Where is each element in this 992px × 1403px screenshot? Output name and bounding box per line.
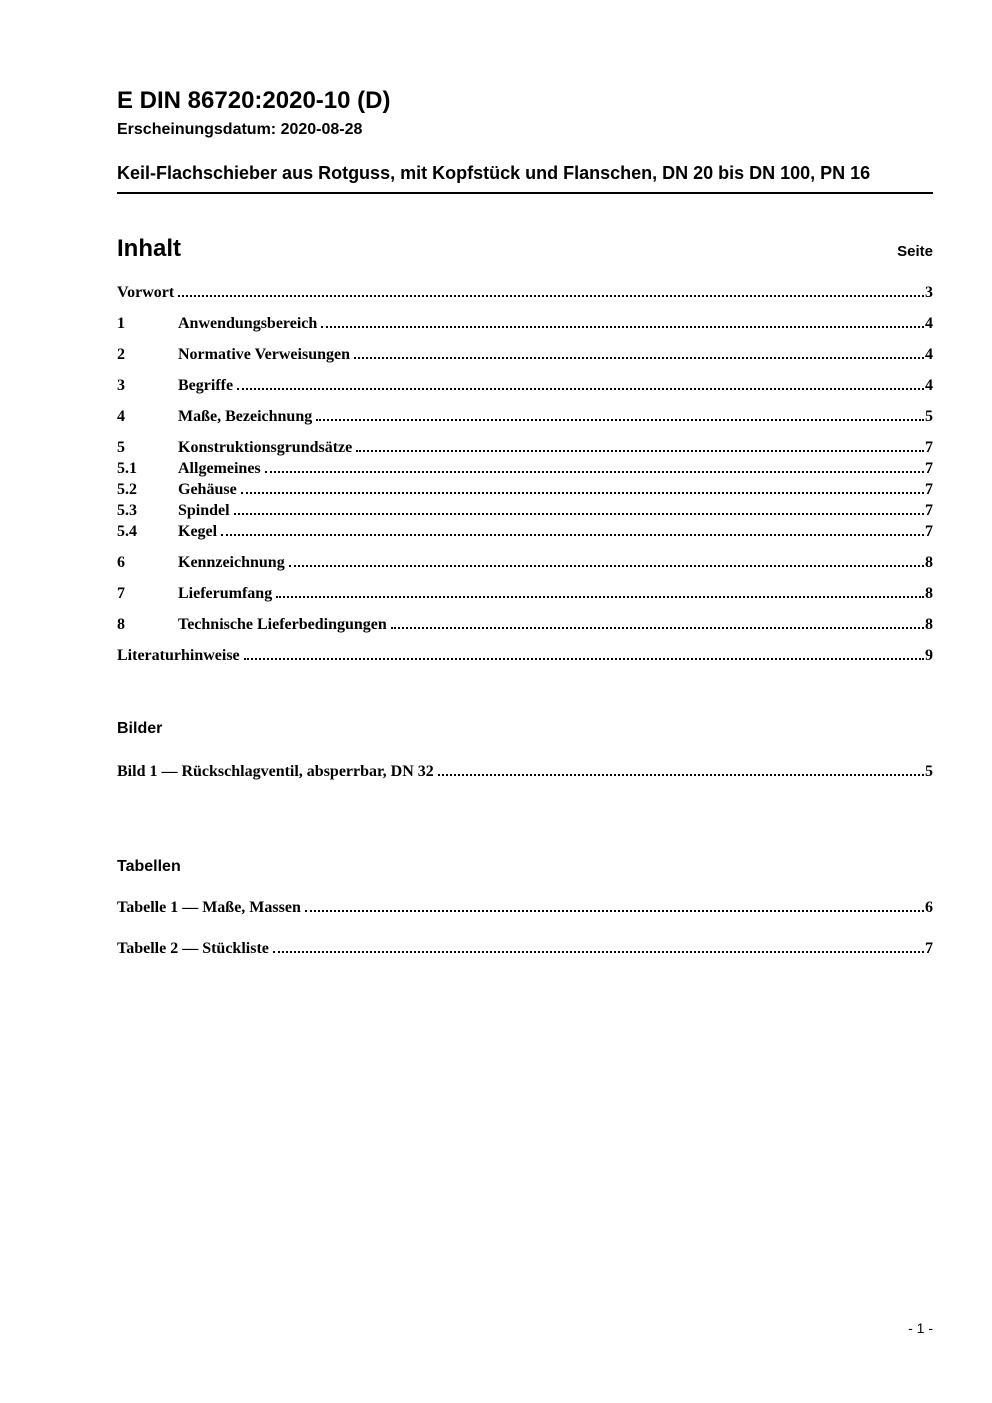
toc-leader — [316, 419, 924, 421]
toc-entry — [117, 614, 933, 635]
toc-entry — [117, 282, 933, 303]
toc-leader — [354, 357, 924, 359]
figure-entry — [117, 761, 933, 782]
figure-list — [117, 761, 933, 782]
toc-entry-page: 4 — [925, 377, 933, 394]
doc-title: Keil-Flachschieber aus Rotguss, mit Kopfstück und Flanschen, DN 20 bis DN 100, PN 16 — [117, 163, 871, 183]
toc-entry — [117, 313, 933, 334]
toc-entry-number: 3 — [117, 377, 125, 394]
toc-entry-page: 7 — [925, 940, 933, 957]
toc-entry-page: 9 — [925, 647, 933, 664]
toc-entry-number: 5.2 — [117, 481, 137, 498]
toc-entry-number: 5.3 — [117, 502, 137, 519]
toc-list — [117, 282, 933, 666]
header-divider — [117, 192, 933, 194]
toc-entry — [117, 375, 933, 396]
toc-entry-page: 7 — [925, 439, 933, 456]
toc-entry-number: 2 — [117, 346, 125, 363]
toc-leader — [237, 388, 924, 390]
toc-entry-number: 7 — [117, 585, 125, 602]
toc-entry-label: Begriffe — [178, 377, 234, 394]
toc-entry-number: 8 — [117, 616, 125, 633]
toc-leader — [289, 565, 924, 567]
toc-entry-label: Allgemeines — [178, 460, 261, 477]
table-entry — [117, 938, 933, 959]
toc-leader — [305, 910, 924, 912]
table-entry — [117, 897, 933, 918]
toc-entry-label: Konstruktionsgrundsätze — [178, 439, 353, 456]
toc-entry-number: 5 — [117, 439, 125, 456]
toc-entry — [117, 406, 933, 427]
toc-entry-label: Lieferumfang — [178, 585, 273, 602]
toc-leader — [241, 492, 924, 494]
toc-entry-number: 4 — [117, 408, 125, 425]
toc-entry-label: Tabelle 1 — Maße, Massen — [117, 899, 301, 916]
toc-entry — [117, 437, 933, 458]
toc-leader — [356, 450, 924, 452]
toc-entry-label: Tabelle 2 — Stückliste — [117, 940, 269, 957]
toc-leader — [391, 627, 924, 629]
toc-leader — [234, 513, 924, 515]
toc-entry — [117, 552, 933, 573]
toc-entry-page: 8 — [925, 585, 933, 602]
toc-leader — [438, 774, 924, 776]
toc-entry — [117, 500, 933, 521]
figures-heading: Bilder — [117, 720, 163, 737]
toc-entry — [117, 479, 933, 500]
toc-leader — [221, 534, 924, 536]
toc-entry-number: 5.1 — [117, 460, 137, 477]
toc-entry-label: Vorwort — [117, 284, 175, 301]
toc-entry-label: Kegel — [178, 523, 218, 540]
page-number-footer: - 1 - — [908, 1320, 933, 1336]
toc-entry-page: 7 — [925, 523, 933, 540]
toc-entry-page: 8 — [925, 616, 933, 633]
toc-entry-number: 5.4 — [117, 523, 137, 540]
tables-heading: Tabellen — [117, 858, 181, 875]
toc-entry-page: 8 — [925, 554, 933, 571]
toc-leader — [276, 596, 924, 598]
toc-leader — [178, 295, 924, 297]
toc-entry — [117, 344, 933, 365]
toc-entry-page: 4 — [925, 315, 933, 332]
toc-entry-label: Normative Verweisungen — [178, 346, 350, 363]
toc-entry — [117, 521, 933, 542]
toc-entry-page: 5 — [925, 408, 933, 425]
toc-entry-label: Spindel — [178, 502, 230, 519]
page-content — [117, 0, 933, 959]
toc-leader — [244, 658, 924, 660]
toc-entry-label: Bild 1 — Rückschlagventil, absperrbar, DN 32 — [117, 763, 434, 780]
toc-entry-number: 6 — [117, 554, 125, 571]
toc-heading: Inhalt — [117, 235, 181, 262]
publish-date: Erscheinungsdatum: 2020-08-28 — [117, 121, 363, 138]
toc-entry-page: 7 — [925, 481, 933, 498]
toc-entry-page: 4 — [925, 346, 933, 363]
toc-entry-label: Anwendungsbereich — [178, 315, 318, 332]
toc-entry-label: Maße, Bezeichnung — [178, 408, 313, 425]
toc-entry-number: 1 — [117, 315, 125, 332]
toc-page-column-label: Seite — [897, 243, 933, 260]
toc-entry-label: Gehäuse — [178, 481, 237, 498]
toc-leader — [273, 951, 924, 953]
toc-entry — [117, 583, 933, 604]
toc-entry-label: Technische Lieferbedingungen — [178, 616, 387, 633]
toc-entry-page: 6 — [925, 899, 933, 916]
toc-entry-page: 7 — [925, 502, 933, 519]
toc-leader — [265, 471, 924, 473]
toc-entry-page: 3 — [925, 284, 933, 301]
toc-leader — [321, 326, 924, 328]
toc-entry — [117, 645, 933, 666]
table-list — [117, 897, 933, 959]
toc-entry — [117, 458, 933, 479]
toc-entry-page: 7 — [925, 460, 933, 477]
toc-entry-label: Kennzeichnung — [178, 554, 285, 571]
toc-header — [117, 235, 933, 263]
toc-entry-label: Literaturhinweise — [117, 647, 240, 664]
doc-number: E DIN 86720:2020-10 (D) — [117, 87, 391, 114]
toc-entry-page: 5 — [925, 763, 933, 780]
